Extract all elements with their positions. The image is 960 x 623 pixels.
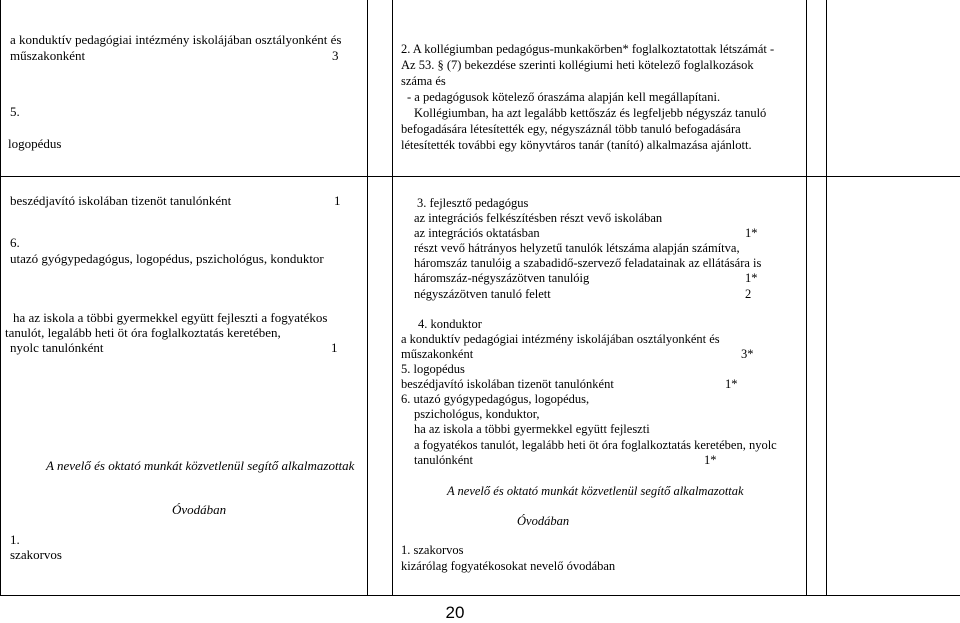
row2-right-r10-count: 3* xyxy=(741,347,754,361)
column-divider-2 xyxy=(392,0,393,596)
row2-left-c: utazó gyógypedagógus, logopédus, pszichológus, konduktor xyxy=(10,251,324,266)
row2-right-r7: négyszázötven tanuló felett xyxy=(414,287,551,301)
page-number: 20 xyxy=(445,603,465,622)
row-divider xyxy=(0,176,960,177)
row1-left-line2: műszakonként xyxy=(10,48,86,63)
column-divider-4 xyxy=(826,0,827,596)
row2-right-r9: a konduktív pedagógiai intézmény iskolájában osztályonként és xyxy=(401,332,720,346)
row2-left-a: beszédjavító iskolában tizenöt tanulónként xyxy=(10,193,232,208)
row1-left-line1: a konduktív pedagógiai intézmény iskolájában osztályonként és xyxy=(10,32,342,47)
row2-right-heading: A nevelő és oktató munkát közvetlenül segítő alkalmazottak xyxy=(447,484,744,498)
row1-right-l7: létesítették további egy könyvtáros tanár (tanító) alkalmazása ajánlott. xyxy=(401,138,752,152)
row2-right-r5: háromszáz tanulóig a szabadidő-szervező feladatainak az ellátására is xyxy=(414,256,762,270)
row2-left-ovodaban: Óvodában xyxy=(172,502,227,517)
row2-right-r12-count: 1* xyxy=(725,377,738,391)
row2-right-r2: az integrációs felkészítésben részt vevő iskolában xyxy=(414,211,663,225)
row2-left-g2: szakorvos xyxy=(10,547,62,562)
row2-left-g1: 1. xyxy=(10,532,20,547)
row2-right-r6: háromszáz-négyszázötven tanulóig xyxy=(414,271,590,285)
row1-right-l5: Kollégiumban, ha azt legalább kettőszáz és legfeljebb négyszáz tanuló xyxy=(414,106,767,120)
row1-left-count: 3 xyxy=(332,48,339,63)
row2-left-d2: tanulót, legalább heti öt óra foglalkoztatás keretében, xyxy=(5,325,281,340)
row1-right-l6: befogadására létesítették egy, négyszáznál több tanuló befogadására xyxy=(401,122,741,136)
row2-left-a-count: 1 xyxy=(334,193,341,208)
row2-right-r21: kizárólag fogyatékosokat nevelő óvodában xyxy=(401,559,616,573)
row1-right-l4: - a pedagógusok kötelező óraszáma alapján kell megállapítani. xyxy=(407,90,721,104)
column-divider-1 xyxy=(367,0,368,596)
row1-right-l2: Az 53. § (7) bekezdése szerinti kollégiumi heti kötelező foglalkozások xyxy=(401,58,754,72)
row2-right-r13: 6. utazó gyógypedagógus, logopédus, xyxy=(401,392,590,406)
row2-right-r17-count: 1* xyxy=(704,453,717,467)
row2-right-r14: pszichológus, konduktor, xyxy=(414,407,540,421)
row2-right-r16: a fogyatékos tanulót, legalább heti öt óra foglalkoztatás keretében, nyolc xyxy=(414,438,777,452)
row2-right-r6-count: 1* xyxy=(745,271,758,285)
row2-right-ovodaban: Óvodában xyxy=(517,514,570,528)
table-border-left xyxy=(0,0,1,596)
row2-right-r7-count: 2 xyxy=(745,287,752,301)
row1-right-l1: 2. A kollégiumban pedagógus-munkakörben* foglalkoztatottak létszámát - xyxy=(401,42,775,56)
row1-left-num: 5. xyxy=(10,104,20,119)
column-divider-3 xyxy=(806,0,807,596)
row2-right-r11: 5. logopédus xyxy=(401,362,465,376)
table-border-bottom xyxy=(0,595,960,596)
row2-left-heading: A nevelő és oktató munkát közvetlenül segítő alkalmazottak xyxy=(46,458,355,473)
row2-right-r17: tanulónként xyxy=(414,453,474,467)
row2-right-r15: ha az iskola a többi gyermekkel együtt fejleszti xyxy=(414,422,650,436)
row2-right-r4: részt vevő hátrányos helyzetű tanulók létszáma alapján számítva, xyxy=(414,241,740,255)
row2-right-r20: 1. szakorvos xyxy=(401,543,464,557)
row2-right-r3-count: 1* xyxy=(745,226,758,240)
row2-right-r12: beszédjavító iskolában tizenöt tanulónként xyxy=(401,377,614,391)
row2-left-d-count: 1 xyxy=(331,340,338,355)
row1-right-l3: száma és xyxy=(401,74,446,88)
row2-left-b: 6. xyxy=(10,235,20,250)
row2-right-r10: műszakonként xyxy=(401,347,474,361)
row2-right-r8: 4. konduktor xyxy=(418,317,482,331)
row1-left-role: logopédus xyxy=(8,136,62,151)
row2-left-d1: ha az iskola a többi gyermekkel együtt fejleszti a fogyatékos xyxy=(13,310,328,325)
row2-right-r1: 3. fejlesztő pedagógus xyxy=(417,196,529,210)
row2-left-d3: nyolc tanulónként xyxy=(10,340,104,355)
row2-right-r3: az integrációs oktatásban xyxy=(414,226,540,240)
